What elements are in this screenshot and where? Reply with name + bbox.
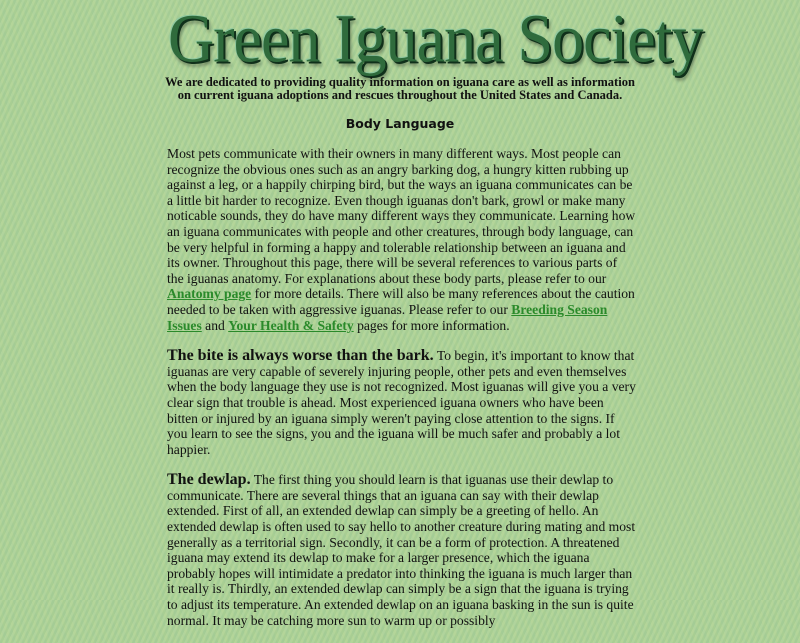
dewlap-heading: The dewlap.: [167, 471, 251, 489]
page-title: Body Language: [345, 116, 455, 131]
breeding-season-issues-link[interactable]: Breeding Season Issues: [167, 301, 608, 333]
tagline-line-2: on current iguana adoptions and rescues throughout the United States and Canada.: [177, 88, 623, 102]
anatomy-page-link[interactable]: Anatomy page: [167, 286, 252, 302]
dewlap-paragraph: [167, 472, 637, 628]
article-content: [167, 146, 637, 643]
site-logo[interactable]: Green Iguana Society: [168, 0, 703, 77]
intro-text: pages for more information.: [353, 317, 510, 333]
tagline-line-1: We are dedicated to providing quality information on iguana care as well as information: [165, 75, 635, 89]
intro-text: for more details. There will also be many references about the caution needed to be taken with aggressive iguanas. Please refer to our: [167, 286, 635, 317]
bite-text: To begin, it's important to know that iguanas are very capable of severely injuring people, other pets and even themselves when the body language they use is not recognized. Most iguanas will give you a very clear sign that trouble is ahead. Most experienced iguana owners who have been bitten or injured by an iguana simply weren't paying close attention to the signs. If you learn to see the signs, you and the iguana will be much safer and probably a lot happier.: [167, 348, 636, 457]
health-safety-link[interactable]: Your Health & Safety: [228, 317, 354, 333]
site-tagline: [160, 76, 640, 102]
intro-paragraph: [167, 146, 637, 333]
bite-heading: The bite is always worse than the bark.: [167, 347, 434, 365]
bite-paragraph: [167, 348, 637, 457]
intro-text: Most pets communicate with their owners in many different ways. Most people can recognize the obvious ones such as an angry barking dog, a hungry kitten rubbing up against a leg, or a happily chirping bird, but the ways an iguana communicates can be a little bit harder to recognize. Even though iguanas don't bark, growl or make many noticable sounds, they do have many different ways they communicate. Learning how an iguana communicates with people and other creatures, through body language, can be very helpful in forming a happy and tolerable relationship between an iguana and its owner. Throughout this page, there will be several references to various parts of the iguanas anatomy. For explanations about these body parts, please refer to our: [167, 146, 636, 286]
intro-text: and: [201, 317, 229, 333]
dewlap-text: The first thing you should learn is that iguanas use their dewlap to communicate. There are several things that an iguana can say with their dewlap extended. First of all, an extended dewlap can simply be a greeting of hello. An extended dewlap is often used to say hello to another creature during mating and most generally as a territorial sign. Secondly, it can be a form of protection. A threatened iguana may extend its dewlap to make for a larger presence, which the iguana probably hopes will intimidate a predator into thinking the iguana is much larger than it really is. Thirdly, an extended dewlap can simply be a sign that the iguana is trying to adjust its temperature. An extended dewlap on an iguana basking in the sun is quite normal. It may be catching more sun to warm up or possibly: [167, 472, 636, 628]
